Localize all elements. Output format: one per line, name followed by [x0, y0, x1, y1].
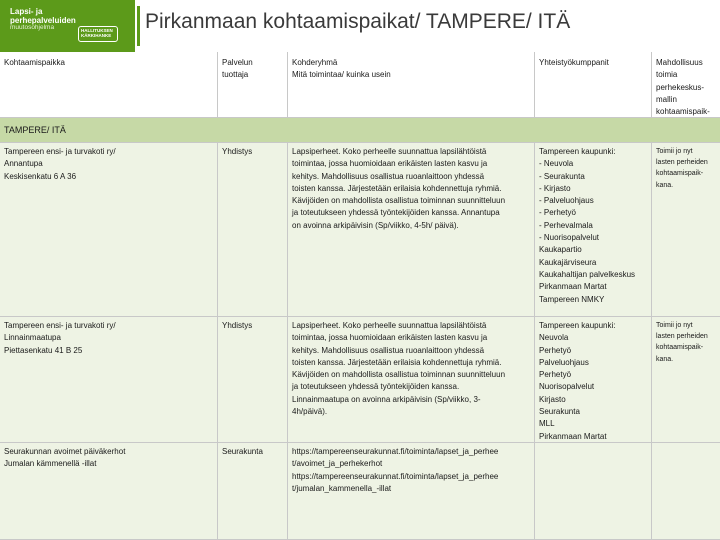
partners-cell — [535, 443, 652, 539]
table-row — [0, 143, 720, 317]
place-cell: Tampereen ensi- ja turvakoti ry/ Linnainmaatupa Piettasenkatu 41 B 25 — [0, 317, 218, 442]
header-provider: Palvelun tuottaja — [218, 52, 288, 117]
header-target-group: Kohderyhmä Mitä toimintaa/ kuinka usein — [288, 52, 535, 117]
activity-link[interactable]: t/avoimet_ja_perhekerhot — [292, 459, 383, 469]
target-cell — [288, 443, 535, 539]
target-cell: Lapsiperheet. Koko perheelle suunnattua lapsilähtöistä toimintaa, jossa huomioidaan erikäisten lasten kasvu ja kehitys. Mahdollisuus osallistua ruoanlaittoon yhdessä toisten kanssa. Järjestetään erilaisia kohdennettuja ryhmiä. Kävijöiden on mahdollista osallistua toiminnan suunnitteluun ja toteutukseen yhdessä työntekijöiden kanssa. Annantupa on avoinna arkipäivisin (Sp/viikko, 4-5h/ päivä). — [288, 143, 535, 316]
header-partners: Yhteistyökumppanit — [535, 52, 652, 117]
program-logo — [0, 0, 135, 52]
possibility-cell: Toimii jo nyt lasten perheiden kohtaamispaik- kana. — [656, 322, 708, 363]
partners-cell: Tampereen kaupunki: - Neuvola - Seurakunta - Kirjasto - Palveluohjaus - Perhetyö - Perhevalmala - Nuorisopalvelut Kaukapartio Kaukajärviseura Kaukahaltijan palvelkeskus Pirkanmaan Martat Tampereen NMKY — [535, 143, 652, 316]
logo-subtitle: muutosohjelma — [10, 24, 55, 31]
provider-cell: Yhdistys — [218, 317, 288, 442]
page-title: Pirkanmaan kohtaamispaikat/ TAMPERE/ ITÄ — [145, 10, 571, 33]
title-bar — [135, 0, 720, 52]
logo-badge: HALLITUKSEN KÄRKIHANKE — [78, 26, 118, 42]
possibility-cell — [652, 443, 720, 539]
section-label: TAMPERE/ ITÄ — [4, 125, 66, 135]
provider-cell: Seurakunta — [218, 443, 288, 539]
partners-cell: Tampereen kaupunki: Neuvola Perhetyö Palveluohjaus Perhetyö Nuorisopalvelut Kirjasto Seurakunta MLL Pirkanmaan Martat — [535, 317, 652, 442]
provider-cell: Yhdistys — [218, 143, 288, 316]
possibility-cell: Toimii jo nyt lasten perheiden kohtaamispaik- kana. — [656, 148, 708, 189]
table-row — [0, 317, 720, 443]
section-row — [0, 118, 720, 143]
header-place: Kohtaamispaikka — [0, 52, 218, 117]
title-accent-bar — [137, 6, 140, 46]
place-cell: Seurakunnan avoimet päiväkerhot Jumalan kämmenellä -illat — [0, 443, 218, 539]
table-header-row — [0, 52, 720, 118]
activity-link[interactable]: t/jumalan_kammenella_-illat — [292, 483, 392, 493]
header-possibility: Mahdollisuus toimia perhekeskus- mallin kohtaamispaik- — [656, 58, 710, 117]
place-cell: Tampereen ensi- ja turvakoti ry/ Annantupa Keskisenkatu 6 A 36 — [0, 143, 218, 316]
activity-link[interactable]: https://tampereenseurakunnat.fi/toiminta/lapset_ja_perhee — [292, 447, 499, 456]
table-row — [0, 443, 720, 540]
activity-link[interactable]: https://tampereenseurakunnat.fi/toiminta/lapset_ja_perhee — [292, 471, 499, 481]
logo-title: Lapsi- ja perhepalveluiden — [10, 7, 76, 25]
target-cell: Lapsiperheet. Koko perheelle suunnattua lapsilähtöistä toimintaa, jossa huomioidaan erikäisten lasten kasvu ja kehitys. Mahdollisuus osallistua ruoanlaittoon yhdessä toisten kanssa. Järjestetään erilaisia kohdennettuja ryhmiä. Kävijöiden on mahdollista osallistua toiminnan suunnitteluun ja toteutukseen yhdessä työntekijöiden kanssa. Linnainmaatupa on avoinna arkipäivisin (Sp/viikko, 3- 4h/päivä). — [288, 317, 535, 442]
